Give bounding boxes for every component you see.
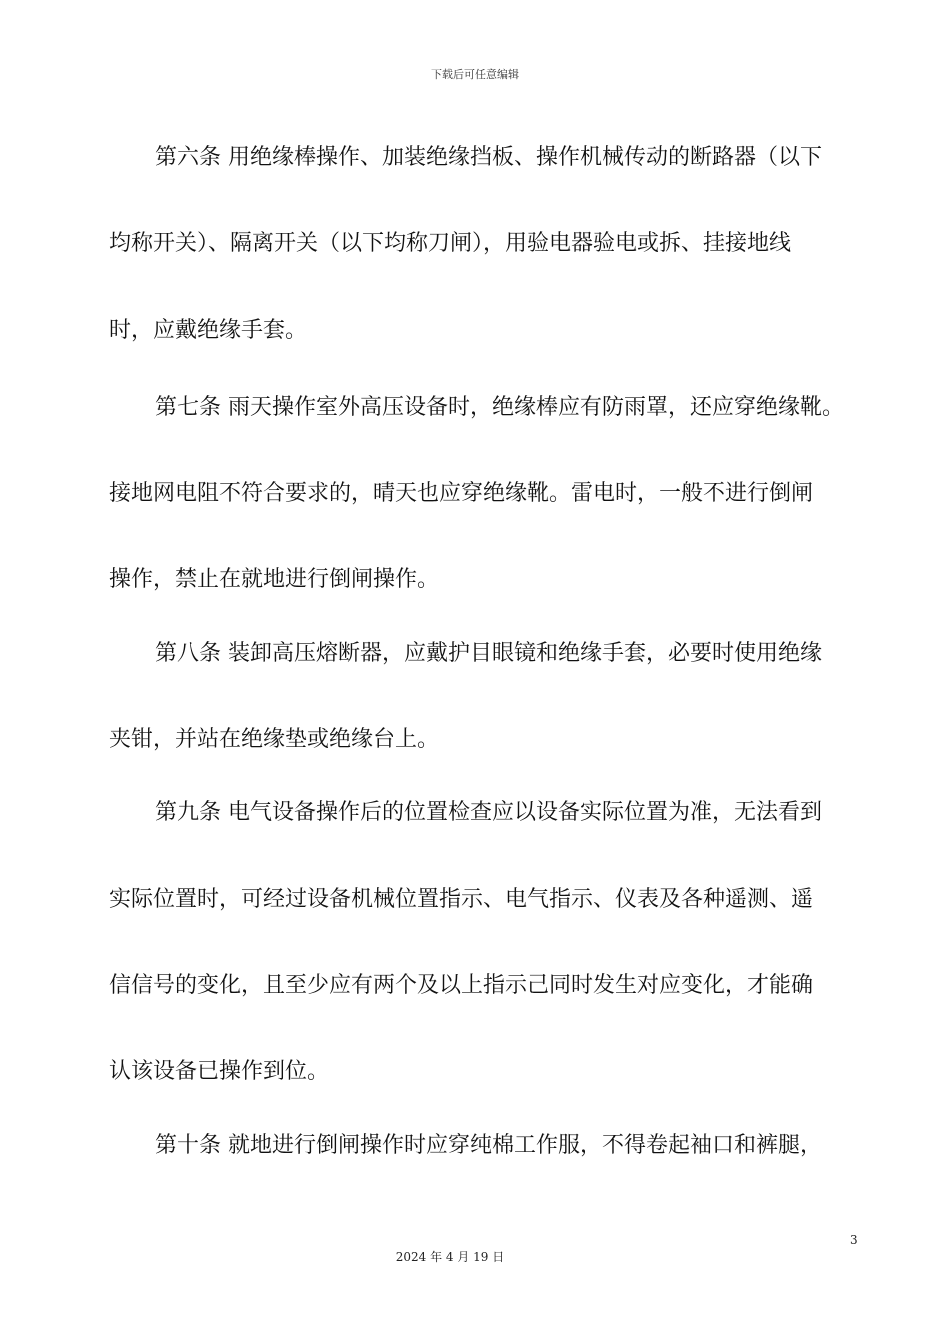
page-number: 3 [850, 1233, 858, 1247]
article-10-line-1: 第十条 就地进行倒闸操作时应穿纯棉工作服，不得卷起袖口和裤腿， [155, 1133, 822, 1158]
page-footer-date: 2024 年 4 月 19 日 [395, 1250, 505, 1264]
article-8-line-1: 第八条 装卸高压熔断器，应戴护目眼镜和绝缘手套，必要时使用绝缘 [155, 641, 822, 666]
article-9-line-4: 认该设备已操作到位。 [109, 1059, 330, 1084]
article-8-line-2: 夹钳，并站在绝缘垫或绝缘台上。 [109, 727, 440, 752]
article-6-line-1: 第六条 用绝缘棒操作、加装绝缘挡板、操作机械传动的断路器（以下 [155, 145, 822, 170]
article-9-line-3: 信信号的变化，且至少应有两个及以上指示己同时发生对应变化，才能确 [109, 973, 814, 998]
article-9-line-2: 实际位置时，可经过设备机械位置指示、电气指示、仪表及各种遥测、遥 [109, 887, 814, 912]
article-7-line-3: 操作，禁止在就地进行倒闸操作。 [109, 567, 440, 592]
article-6-line-3: 时，应戴绝缘手套。 [109, 318, 308, 343]
page-header: 下载后可任意编辑 [431, 68, 519, 81]
article-7-line-2: 接地网电阻不符合要求的，晴天也应穿绝缘靴。雷电时，一般不进行倒闸 [109, 481, 814, 506]
article-7-line-1: 第七条 雨天操作室外高压设备时，绝缘棒应有防雨罩，还应穿绝缘靴。 [155, 395, 844, 420]
article-6-line-2: 均称开关）、隔离开关（以下均称刀闸），用验电器验电或拆、挂接地线 [109, 231, 792, 256]
article-9-line-1: 第九条 电气设备操作后的位置检查应以设备实际位置为准，无法看到 [155, 800, 822, 825]
